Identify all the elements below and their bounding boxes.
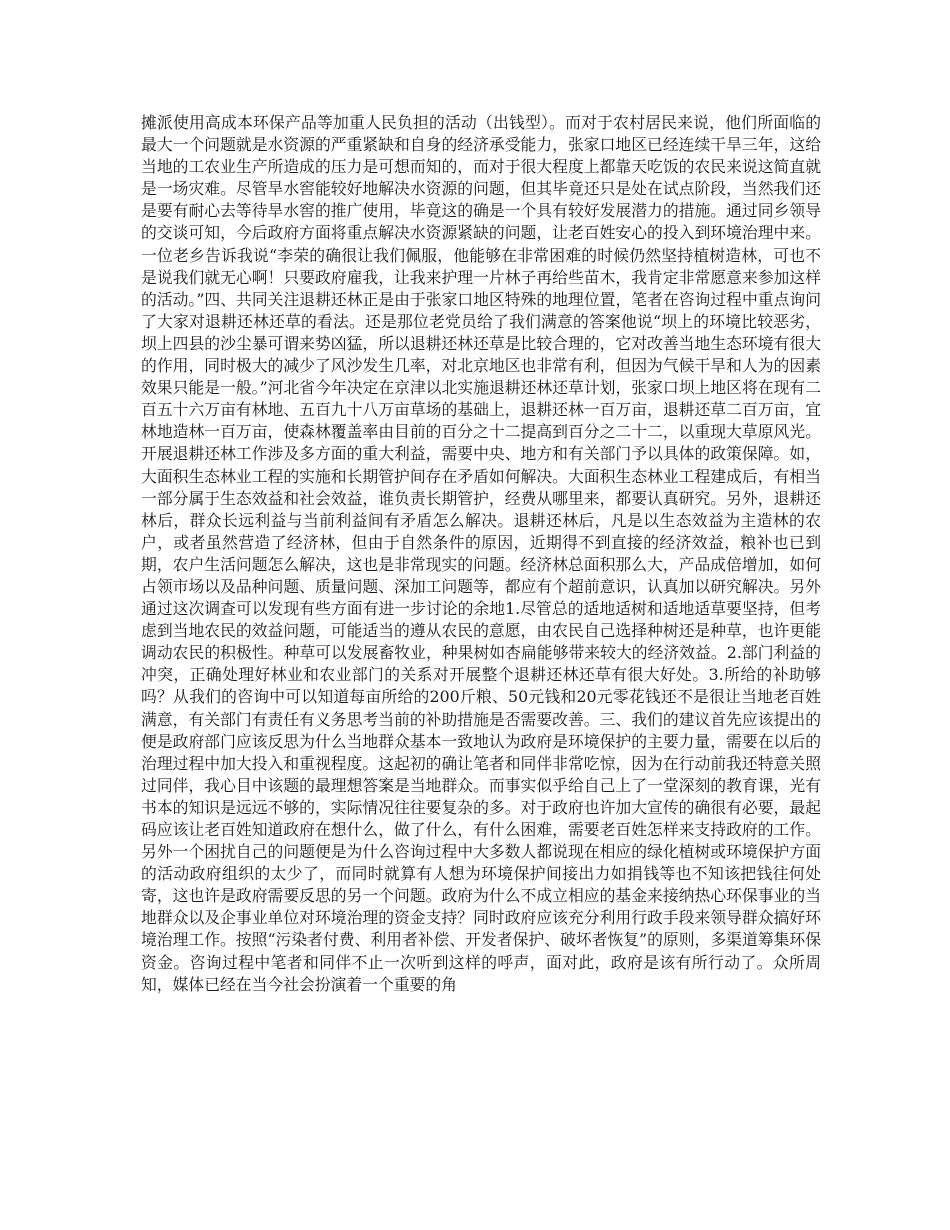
body-paragraph: 摊派使用高成本环保产品等加重人民负担的活动（出钱型）。而对于农村居民来说，他们所面临的最大一个问题就是水资源的严重紧缺和自身的经济承受能力，张家口地区已经连续干旱三年，这给当地的工农业生产所造成的压力是可想而知的，而对于很大程度上都靠天吃饭的农民来说这简直就是一场灾难。尽管旱水窖能较好地解决水资源的问题，但其毕竟还只是处在试点阶段，当然我们还是要有耐心去等待旱水窖的推广使用，毕竟这的确是一个具有较好发展潜力的措施。通过同乡领导的交谈可知，今后政府方面将重点解决水资源紧缺的问题，让老百姓安心的投入到环境治理中来。一位老乡告诉我说“李荣的确很让我们佩服，他能够在非常困难的时候仍然坚持植树造林，可也不是说我们就无心啊！只要政府雇我，让我来护理一片林子再给些苗木，我肯定非常愿意来参加这样的活动。”四、共同关注退耕还林正是由于张家口地区特殊的地理位置，笔者在咨询过程中重点询问了大家对退耕还林还草的看法。还是那位老党员给了我们满意的答案他说“坝上的环境比较恶劣，坝上四县的沙尘暴可谓来势凶猛，所以退耕还林还草是比较合理的，它对改善当地生态环境有很大的作用，同时极大的减少了风沙发生几率，对北京地区也非常有利，但因为气候干旱和人为的因素效果只能是一般。”河北省今年决定在京津以北实施退耕还林还草计划，张家口坝上地区将在现有二百五十六万亩有林地、五百九十八万亩草场的基础上，退耕还林一百万亩，退耕还草二百万亩，宜林地造林一百万亩，使森林覆盖率由目前的百分之十二提高到百分之二十二，以重现大草原风光。开展退耕还林工作涉及多方面的重大利益，需要中央、地方和有关部门予以具体的政策保障。如，大面积生态林业工程的实施和长期管护间存在矛盾如何解决。大面积生态林业工程建成后，有相当一部分属于生态效益和社会效益，谁负责长期管护，经费从哪里来，都要认真研究。另外，退耕还林后，群众长远利益与当前利益间有矛盾怎么解决。退耕还林后，凡是以生态效益为主造林的农户，或者虽然营造了经济林，但由于自然条件的原因，近期得不到直接的经济效益，粮补也已到期，农户生活问题怎么解决，这也是非常现实的问题。经济林总面积那么大，产品成倍增加，如何占领市场以及品种问题、质量问题、深加工问题等，都应有个超前意识，认真加以研究解决。另外通过这次调查可以发现有些方面有进一步讨论的余地1.尽管总的适地适树和适地适草要坚持，但考虑到当地农民的效益问题，可能适当的遵从农民的意愿，由农民自己选择种树还是种草，也许更能调动农民的积极性。种草可以发展畜牧业，种果树如杏扁能够带来较大的经济效益。2.部门利益的冲突，正确处理好林业和农业部门的关系对开展整个退耕还林还草有很大好处。3.所给的补助够吗？从我们的咨询中可以知道每亩所给的200斤粮、50元钱和20元零花钱还不是很让当地老百姓满意，有关部门有责任有义务思考当前的补助措施是否需要改善。三、我们的建议首先应该提出的便是政府部门应该反思为什么当地群众基本一致地认为政府是环境保护的主要力量，需要在以后的治理过程中加大投入和重视程度。这起初的确让笔者和同伴非常吃惊，因为在行动前我还特意关照过同伴，我心目中该题的最理想答案是当地群众。而事实似乎给自己上了一堂深刻的教育课，光有书本的知识是远远不够的，实际情况往往要复杂的多。对于政府也许加大宣传的确很有必要，最起码应该让老百姓知道政府在想什么，做了什么，有什么困难，需要老百姓怎样来支持政府的工作。另外一个困扰自己的问题便是为什么咨询过程中大多数人都说现在相应的绿化植树或环境保护方面的活动政府组织的太少了，而同时就算有人想为环境保护间接出力如捐钱等也不知该把钱往何处寄，这也许是政府需要反思的另一个问题。政府为什么不成立相应的基金来接纳热心环保事业的当地群众以及企事业单位对环境治理的资金支持？同时政府应该充分利用行政手段来领导群众搞好环境治理工作。按照“污染者付费、利用者补偿、开发者保护、破坏者恢复”的原则，多渠道筹集环保资金。咨询过程中笔者和同伴不止一次听到这样的呼声，面对此，政府是该有所行动了。众所周知，媒体已经在当今社会扮演着一个重要的角: [141, 113, 821, 994]
